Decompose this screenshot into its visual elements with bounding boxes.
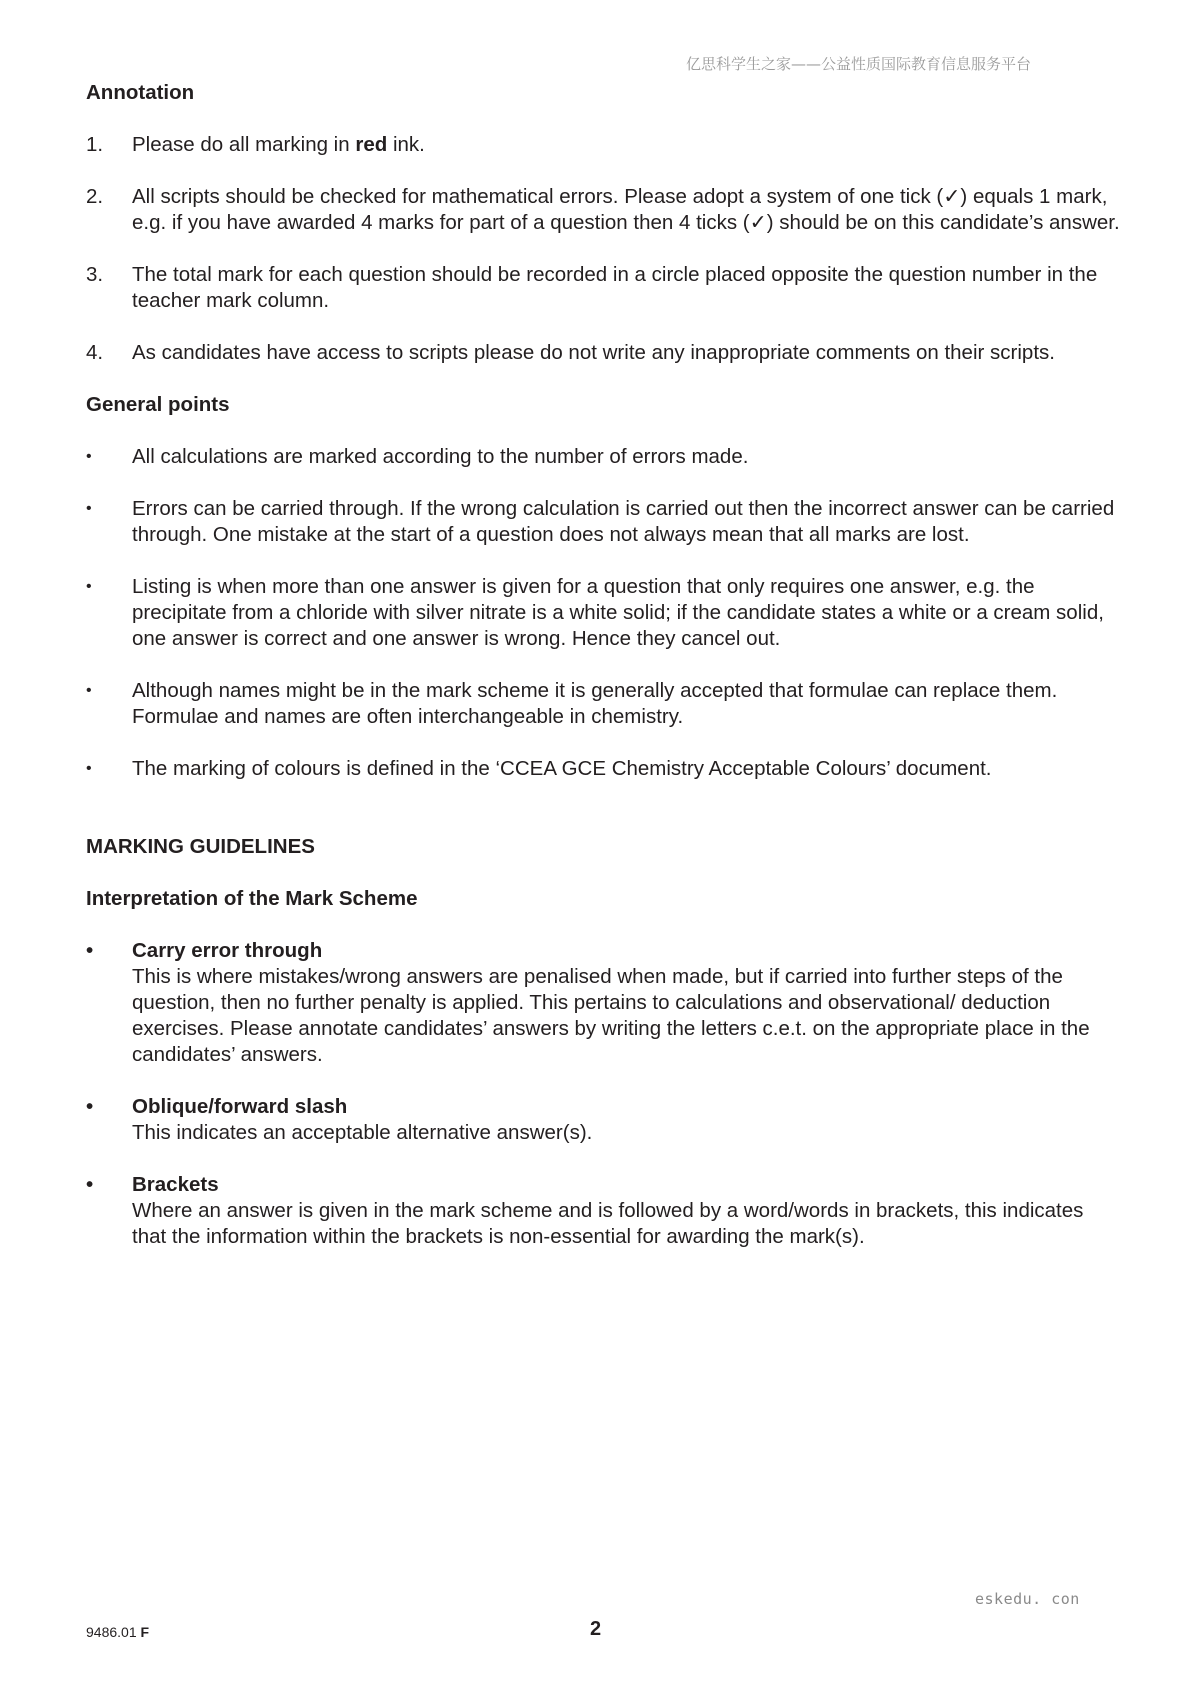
guideline-brackets [86, 1172, 1121, 1250]
general-point-2 [86, 496, 1121, 548]
interpretation-subheading: Interpretation of the Mark Scheme [86, 887, 418, 910]
bullet: • [86, 939, 94, 962]
general-points-heading: General points [86, 393, 230, 416]
item-text: All scripts should be checked for mathematical errors. Please adopt a system of one tick (✓) equals 1 mark, e.g. if you have awarded 4 marks for part of a question then 4 ticks (✓) should be on this candidate’s answer. [132, 185, 1120, 234]
item-number: 4. [86, 341, 104, 364]
bullet: • [86, 578, 92, 595]
guideline-text: Where an answer is given in the mark scheme and is followed by a word/words in brackets, this indicates that the information within the brackets is non-essential for awarding the mark(s). [132, 1199, 1084, 1248]
item-text: The total mark for each question should be recorded in a circle placed opposite the question number in the teacher mark column. [132, 263, 1098, 312]
guideline-text: This is where mistakes/wrong answers are penalised when made, but if carried into further steps of the question, then no further penalty is applied. This pertains to calculations and observational/ deduction exercises. Please annotate candidates’ answers by writing the letters c.e.t. on the appropriate place in the candidates’ answers. [132, 965, 1090, 1066]
item-text-post: ink. [387, 133, 425, 156]
paper-code-letter: F [140, 1624, 150, 1640]
annotation-item-1 [86, 132, 1121, 158]
item-text: Errors can be carried through. If the wrong calculation is carried out then the incorrect answer can be carried through. One mistake at the start of a question does not always mean that all marks are lost. [132, 497, 1115, 546]
marking-guidelines-heading: MARKING GUIDELINES [86, 835, 315, 858]
page-number: 2 [589, 1618, 602, 1640]
bullet: • [86, 1095, 94, 1118]
item-text: As candidates have access to scripts please do not write any inappropriate comments on their scripts. [132, 341, 1055, 364]
item-number: 3. [86, 263, 104, 286]
annotation-item-4 [86, 340, 1121, 366]
item-text: Listing is when more than one answer is given for a question that only requires one answer, e.g. the precipitate from a chloride with silver nitrate is a white solid; if the candidate states a white or a cream solid, one answer is correct and one answer is wrong. Hence they cancel out. [132, 575, 1104, 650]
general-point-5 [86, 756, 1121, 782]
bullet: • [86, 448, 92, 465]
bullet: • [86, 1173, 94, 1196]
item-text-pre: Please do all marking in [132, 133, 356, 156]
guideline-carry-error-through [86, 938, 1121, 1068]
header-watermark: 亿思科学生之家——公益性质国际教育信息服务平台 [686, 55, 1032, 73]
general-point-3 [86, 574, 1121, 652]
item-text-bold: red [355, 133, 388, 156]
item-number: 1. [86, 133, 104, 156]
item-text: Although names might be in the mark scheme it is generally accepted that formulae can replace them. Formulae and names are often interchangeable in chemistry. [132, 679, 1058, 728]
item-text: All calculations are marked according to the number of errors made. [132, 445, 749, 468]
guideline-title: Carry error through [132, 939, 323, 962]
general-point-4 [86, 678, 1121, 730]
guideline-title: Oblique/forward slash [132, 1095, 348, 1118]
paper-code-number: 9486.01 [86, 1624, 137, 1640]
guideline-title: Brackets [132, 1173, 219, 1196]
guideline-oblique-slash [86, 1094, 1121, 1146]
general-point-1 [86, 444, 1121, 470]
footer-watermark: eskedu. con [975, 1590, 1080, 1608]
bullet: • [86, 760, 92, 777]
annotation-heading: Annotation [86, 81, 195, 104]
annotation-item-2 [86, 184, 1121, 236]
item-number: 2. [86, 185, 104, 208]
page-content [86, 80, 1121, 1276]
bullet: • [86, 682, 92, 699]
spacer [86, 808, 1121, 834]
guideline-text: This indicates an acceptable alternative answer(s). [132, 1121, 593, 1144]
item-text: The marking of colours is defined in the ‘CCEA GCE Chemistry Acceptable Colours’ document. [132, 757, 992, 780]
annotation-item-3 [86, 262, 1121, 314]
bullet: • [86, 500, 92, 517]
